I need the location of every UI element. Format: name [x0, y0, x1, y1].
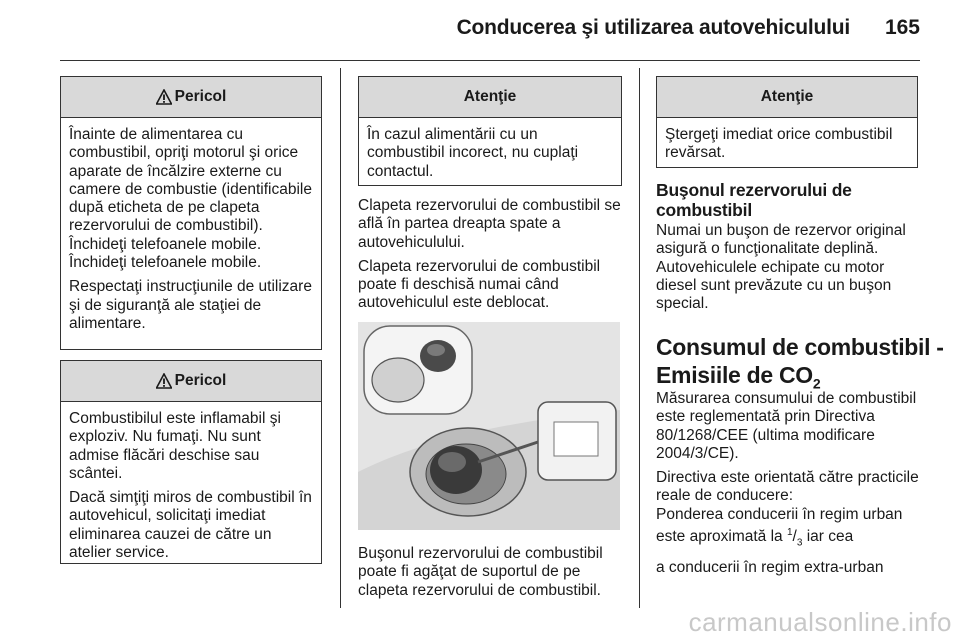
- column-divider-1: [340, 68, 341, 608]
- ratio-denominator: 3: [796, 537, 803, 549]
- directive-practice-paragraph: Directiva este orientată către practicile reale de conducere:: [656, 469, 919, 505]
- consumption-paragraphs: [656, 390, 924, 583]
- urban-ratio-line: Ponderea conducerii în regim urban este aproximată la $^1/_3$ iar cea: [656, 505, 903, 549]
- danger-box-2-paragraph-1: Combustibilul este inflamabil şi exploziv. Nu fumaţi. Nu sunt admise flăcări deschise sau scântei.: [69, 410, 281, 482]
- consumption-directive-paragraph: Măsurarea consumului de combustibil este reglementată prin Directiva 80/1268/CEE (ultima modificare 2004/3/CE).: [656, 390, 917, 462]
- fuel-cap-drawing: [358, 322, 620, 530]
- fuel-flap-location-paragraph: Clapeta rezervorului de combustibil se află în partea dreapta spate a autovehiculului.: [358, 197, 621, 251]
- danger-box-1: [60, 76, 322, 350]
- fuel-cap-subheading: Buşonul rezervorului de combustibil: [656, 180, 852, 220]
- illustration-caption: Buşonul rezervorului de combustibil poate fi agăţat de suportul de pe clapeta rezervorului de combustibil.: [358, 545, 603, 599]
- section-title-line-1: Consumul de combustibil -: [656, 334, 944, 360]
- ratio-numerator: 1: [786, 527, 793, 539]
- middle-paragraphs: [358, 197, 626, 319]
- danger-box-2-heading-text: Pericol: [174, 372, 227, 389]
- warning-triangle-icon: [156, 373, 172, 389]
- danger-box-1-paragraph-1: Înainte de alimentarea cu combustibil, opriţi motorul şi orice aparate de încălzire externe cu camere de combustie (identificabile după eticheta de pe clapeta rezervorului de combustibil). Închideţi telefoanele mobile. Închideţi telefoanele mobile.: [69, 126, 312, 272]
- warning-triangle-icon: [156, 89, 172, 105]
- danger-box-2: [60, 360, 322, 564]
- co2-subscript: 2: [812, 375, 821, 392]
- danger-box-2-paragraph-2: Dacă simţiţi miros de combustibil în autovehicul, solicitaţi imediat eliminarea cauzei de către un atelier service.: [69, 489, 312, 562]
- fuel-flap-unlock-paragraph: Clapeta rezervorului de combustibil poate fi deschisă numai când autovehiculul este deblocat.: [358, 257, 601, 312]
- caution-box-middle-text: În cazul alimentării cu un combustibil incorect, nu cuplaţi contactul.: [367, 126, 579, 180]
- danger-box-1-paragraph-2: Respectaţi instrucţiunile de utilizare şi de siguranţă ale staţiei de alimentare.: [69, 278, 312, 332]
- urban-ratio-prefix: Ponderea conducerii în regim urban este aproximată la: [656, 505, 903, 546]
- fuel-cap-paragraph: Numai un buşon de rezervor original asigură o funcţionalitate deplină. Autovehiculele echipate cu motor diesel sunt prevăzute cu un buşon special.: [656, 222, 906, 313]
- page-header: [0, 0, 960, 60]
- caution-box-middle-heading: Atenţie: [359, 77, 621, 118]
- watermark: carmanualsonline.info: [688, 607, 952, 637]
- page-number: 165: [884, 16, 920, 39]
- caution-box-right-text: Ştergeţi imediat orice combustibil revărsat.: [665, 126, 893, 162]
- danger-box-1-body: [61, 118, 321, 345]
- urban-ratio-suffix: iar cea: [802, 528, 854, 546]
- column-divider-2: [639, 68, 640, 608]
- caution-box-right: [656, 76, 918, 168]
- danger-box-1-heading: [61, 77, 321, 118]
- danger-box-1-heading-text: Pericol: [174, 88, 227, 105]
- caution-box-right-heading: Atenţie: [657, 77, 917, 118]
- header-title: Conducerea şi utilizarea autovehiculului: [456, 16, 850, 39]
- section-title-line-2-text: Emisiile de CO: [656, 362, 813, 388]
- extra-urban-line: a conducerii în regim extra-urban: [656, 558, 884, 576]
- danger-box-2-body: [61, 402, 321, 574]
- caution-box-middle: [358, 76, 622, 186]
- header-rule: [60, 60, 920, 61]
- danger-box-2-heading: [61, 361, 321, 402]
- fuel-cap-illustration: [358, 322, 620, 530]
- section-title: [656, 333, 956, 398]
